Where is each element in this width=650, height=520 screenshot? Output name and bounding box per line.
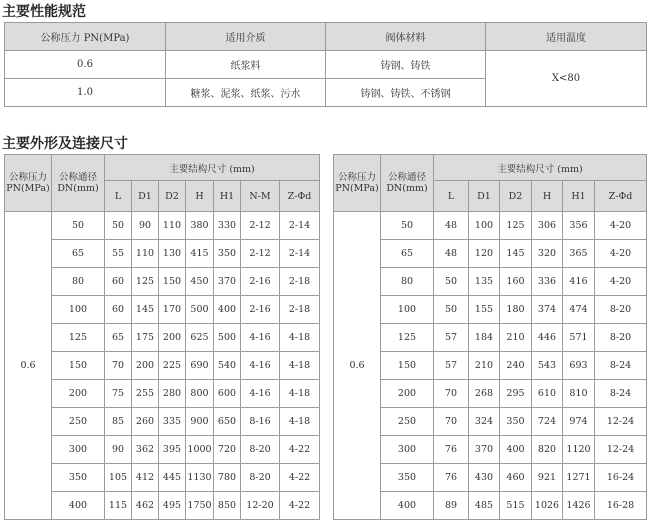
dim-header-pn: 公称压力PN(MPa) (5, 155, 52, 212)
dim-cell: 70 (434, 408, 469, 436)
dim-cell: 120 (469, 240, 500, 268)
dim-cell: 2-12 (241, 240, 280, 268)
dim-cell: 4-18 (280, 352, 320, 380)
dim-cell: 4-20 (595, 212, 647, 240)
dim-cell: 720 (214, 436, 241, 464)
dim-cell: 50 (434, 296, 469, 324)
dim-cell: 543 (532, 352, 563, 380)
dimension-section-title: 主要外形及连接尺寸 (2, 136, 128, 152)
dim-cell: 495 (159, 492, 186, 520)
table-row (5, 324, 320, 352)
dim-cell: 4-18 (280, 380, 320, 408)
dim-cell: 145 (500, 240, 532, 268)
dim-cell: 12-20 (241, 492, 280, 520)
dim-cell: 200 (132, 352, 159, 380)
dim-cell: 170 (159, 296, 186, 324)
perf-row-pn: 1.0 (5, 79, 166, 107)
dim-cell: 650 (214, 408, 241, 436)
dim-cell: 4-20 (595, 268, 647, 296)
dn-cell: 100 (52, 296, 105, 324)
dn-cell: 200 (52, 380, 105, 408)
dim-cell: 500 (186, 296, 214, 324)
table-row (5, 352, 320, 380)
dim-col-l: L (105, 181, 132, 212)
dim-cell: 16-28 (595, 492, 647, 520)
dim-cell: 600 (214, 380, 241, 408)
dim-cell: 446 (532, 324, 563, 352)
dim-cell: 155 (469, 296, 500, 324)
dim-cell: 515 (500, 492, 532, 520)
dim-cell: 8-20 (241, 464, 280, 492)
dim-cell: 320 (532, 240, 563, 268)
dim-cell: 690 (186, 352, 214, 380)
dim-cell: 48 (434, 240, 469, 268)
dim-cell: 260 (132, 408, 159, 436)
dn-cell: 80 (52, 268, 105, 296)
dim-cell: 60 (105, 296, 132, 324)
dim-cell: 130 (159, 240, 186, 268)
dn-cell: 300 (52, 436, 105, 464)
dim-cell: 60 (105, 268, 132, 296)
table-row (334, 352, 647, 380)
dim-cell: 462 (132, 492, 159, 520)
dim-cell: 2-14 (280, 240, 320, 268)
dim-header-group: 主要结构尺寸 (mm) (434, 155, 647, 181)
perf-row-material: 铸钢、铸铁 (326, 51, 486, 79)
dn-cell: 125 (52, 324, 105, 352)
table-row (5, 492, 320, 520)
dim-cell: 110 (132, 240, 159, 268)
dim-cell: 70 (434, 380, 469, 408)
dim-cell: 474 (563, 296, 595, 324)
dim-cell: 400 (500, 436, 532, 464)
dim-cell: 724 (532, 408, 563, 436)
dim-cell: 1271 (563, 464, 595, 492)
dn-cell: 150 (381, 352, 434, 380)
dim-cell: 4-22 (280, 492, 320, 520)
dim-cell: 210 (500, 324, 532, 352)
dim-cell: 1000 (186, 436, 214, 464)
table-row (334, 324, 647, 352)
dim-cell: 2-16 (241, 268, 280, 296)
dim-cell: 1026 (532, 492, 563, 520)
performance-section-title: 主要性能规范 (2, 4, 86, 20)
dim-cell: 350 (214, 240, 241, 268)
dim-cell: 365 (563, 240, 595, 268)
dim-cell: 184 (469, 324, 500, 352)
dim-cell: 380 (186, 212, 214, 240)
dim-cell: 8-24 (595, 380, 647, 408)
dim-cell: 90 (105, 436, 132, 464)
dim-cell: 8-20 (241, 436, 280, 464)
dn-cell: 400 (52, 492, 105, 520)
dim-cell: 2-16 (241, 296, 280, 324)
perf-row-medium: 纸浆料 (166, 51, 326, 79)
dn-cell: 150 (52, 352, 105, 380)
dim-cell: 268 (469, 380, 500, 408)
dim-cell: 2-12 (241, 212, 280, 240)
dim-cell: 921 (532, 464, 563, 492)
dim-cell: 820 (532, 436, 563, 464)
perf-temperature: X<80 (486, 51, 647, 107)
dim-cell: 4-22 (280, 436, 320, 464)
dim-cell: 90 (132, 212, 159, 240)
dim-cell: 100 (469, 212, 500, 240)
performance-spec-table (4, 22, 647, 107)
dim-cell: 115 (105, 492, 132, 520)
dim-cell: 1130 (186, 464, 214, 492)
table-row (334, 212, 647, 240)
dim-cell: 16-24 (595, 464, 647, 492)
dim-cell: 335 (159, 408, 186, 436)
table-row (334, 436, 647, 464)
dim-header-dn: 公称通径DN(mm) (52, 155, 105, 212)
dim-cell: 125 (132, 268, 159, 296)
dim-cell: 50 (434, 268, 469, 296)
dim-cell: 57 (434, 352, 469, 380)
dim-cell: 415 (186, 240, 214, 268)
dim-cell: 8-24 (595, 352, 647, 380)
table-row (334, 268, 647, 296)
dim-cell: 400 (214, 296, 241, 324)
table-row (334, 296, 647, 324)
dim-cell: 1120 (563, 436, 595, 464)
table-row (5, 408, 320, 436)
dim-cell: 150 (159, 268, 186, 296)
dn-cell: 65 (52, 240, 105, 268)
dim-cell: 330 (214, 212, 241, 240)
dim-cell: 57 (434, 324, 469, 352)
dim-cell: 2-18 (280, 296, 320, 324)
dim-cell: 65 (105, 324, 132, 352)
dim-col-d1: D1 (132, 181, 159, 212)
dim-cell: 280 (159, 380, 186, 408)
dimension-table-right (333, 154, 647, 520)
dim-cell: 145 (132, 296, 159, 324)
dim-cell: 76 (434, 464, 469, 492)
dim-cell: 306 (532, 212, 563, 240)
dim-cell: 485 (469, 492, 500, 520)
perf-row-pn: 0.6 (5, 51, 166, 79)
dim-cell: 76 (434, 436, 469, 464)
table-row (5, 268, 320, 296)
dim-col-h: H (532, 181, 563, 212)
dim-cell: 125 (500, 212, 532, 240)
table-row (334, 464, 647, 492)
dim-cell: 135 (469, 268, 500, 296)
dim-cell: 810 (563, 380, 595, 408)
dim-cell: 105 (105, 464, 132, 492)
dim-col-d2: D2 (159, 181, 186, 212)
dim-cell: 1750 (186, 492, 214, 520)
dim-cell: 1426 (563, 492, 595, 520)
dim-cell: 430 (469, 464, 500, 492)
dim-cell: 89 (434, 492, 469, 520)
dim-cell: 416 (563, 268, 595, 296)
dim-cell: 4-16 (241, 380, 280, 408)
dim-cell: 4-16 (241, 352, 280, 380)
dim-col-h1: H1 (214, 181, 241, 212)
dim-col-zd: Z-Φd (595, 181, 647, 212)
dim-col-d1: D1 (469, 181, 500, 212)
dim-cell: 900 (186, 408, 214, 436)
dim-cell: 540 (214, 352, 241, 380)
dim-cell: 500 (214, 324, 241, 352)
dim-cell: 336 (532, 268, 563, 296)
dn-cell: 125 (381, 324, 434, 352)
dim-cell: 8-20 (595, 324, 647, 352)
dn-cell: 250 (381, 408, 434, 436)
dim-cell: 50 (105, 212, 132, 240)
pn-cell: 0.6 (334, 212, 381, 520)
dim-cell: 295 (500, 380, 532, 408)
table-row (5, 296, 320, 324)
dim-cell: 160 (500, 268, 532, 296)
dim-cell: 850 (214, 492, 241, 520)
dim-cell: 780 (214, 464, 241, 492)
dim-cell: 370 (469, 436, 500, 464)
table-row (5, 464, 320, 492)
dim-cell: 356 (563, 212, 595, 240)
dim-cell: 362 (132, 436, 159, 464)
perf-header-material: 阀体材料 (326, 23, 486, 51)
dim-col-l: L (434, 181, 469, 212)
dim-cell: 4-18 (280, 324, 320, 352)
perf-row-material: 铸钢、铸铁、不锈钢 (326, 79, 486, 107)
dim-cell: 180 (500, 296, 532, 324)
dim-cell: 4-18 (280, 408, 320, 436)
dim-cell: 445 (159, 464, 186, 492)
perf-header-pn: 公称压力 PN(MPa) (5, 23, 166, 51)
dim-col-zd: Z-Φd (280, 181, 320, 212)
dim-cell: 370 (214, 268, 241, 296)
table-row (334, 408, 647, 436)
pn-cell: 0.6 (5, 212, 52, 520)
dim-cell: 610 (532, 380, 563, 408)
dn-cell: 250 (52, 408, 105, 436)
dim-cell: 693 (563, 352, 595, 380)
dim-cell: 85 (105, 408, 132, 436)
table-row (334, 240, 647, 268)
dim-cell: 374 (532, 296, 563, 324)
dim-cell: 324 (469, 408, 500, 436)
table-row (5, 380, 320, 408)
dim-col-h: H (186, 181, 214, 212)
dn-cell: 200 (381, 380, 434, 408)
dim-cell: 571 (563, 324, 595, 352)
dim-cell: 12-24 (595, 408, 647, 436)
dim-cell: 2-18 (280, 268, 320, 296)
dim-cell: 395 (159, 436, 186, 464)
perf-header-temperature: 适用温度 (486, 23, 647, 51)
dim-header-dn: 公称通径DN(mm) (381, 155, 434, 212)
dn-cell: 300 (381, 436, 434, 464)
dimension-table-left (4, 154, 320, 520)
table-row (334, 492, 647, 520)
dn-cell: 350 (52, 464, 105, 492)
dim-header-group: 主要结构尺寸 (mm) (105, 155, 320, 181)
dim-cell: 55 (105, 240, 132, 268)
dn-cell: 400 (381, 492, 434, 520)
dim-cell: 240 (500, 352, 532, 380)
dn-cell: 65 (381, 240, 434, 268)
table-row (5, 240, 320, 268)
dn-cell: 80 (381, 268, 434, 296)
dim-col-h1: H1 (563, 181, 595, 212)
table-row (5, 212, 320, 240)
dim-cell: 800 (186, 380, 214, 408)
dim-cell: 70 (105, 352, 132, 380)
dim-cell: 8-20 (595, 296, 647, 324)
perf-row-medium: 糖浆、泥浆、纸浆、污水 (166, 79, 326, 107)
dn-cell: 100 (381, 296, 434, 324)
table-row (334, 380, 647, 408)
dim-cell: 255 (132, 380, 159, 408)
perf-header-medium: 适用介质 (166, 23, 326, 51)
table-row (5, 436, 320, 464)
dim-cell: 2-14 (280, 212, 320, 240)
dim-cell: 175 (132, 324, 159, 352)
dim-cell: 210 (469, 352, 500, 380)
dim-cell: 412 (132, 464, 159, 492)
dim-cell: 350 (500, 408, 532, 436)
dim-cell: 110 (159, 212, 186, 240)
dim-cell: 974 (563, 408, 595, 436)
dim-cell: 4-20 (595, 240, 647, 268)
dim-cell: 460 (500, 464, 532, 492)
dim-cell: 4-22 (280, 464, 320, 492)
dim-cell: 225 (159, 352, 186, 380)
dim-cell: 625 (186, 324, 214, 352)
dim-cell: 48 (434, 212, 469, 240)
dn-cell: 50 (52, 212, 105, 240)
dim-cell: 4-16 (241, 324, 280, 352)
dim-cell: 8-16 (241, 408, 280, 436)
dim-cell: 12-24 (595, 436, 647, 464)
dn-cell: 350 (381, 464, 434, 492)
dim-cell: 75 (105, 380, 132, 408)
dim-col-d2: D2 (500, 181, 532, 212)
dn-cell: 50 (381, 212, 434, 240)
dim-cell: 450 (186, 268, 214, 296)
dim-col-nm: N-M (241, 181, 280, 212)
dim-header-pn: 公称压力PN(MPa) (334, 155, 381, 212)
dim-cell: 200 (159, 324, 186, 352)
